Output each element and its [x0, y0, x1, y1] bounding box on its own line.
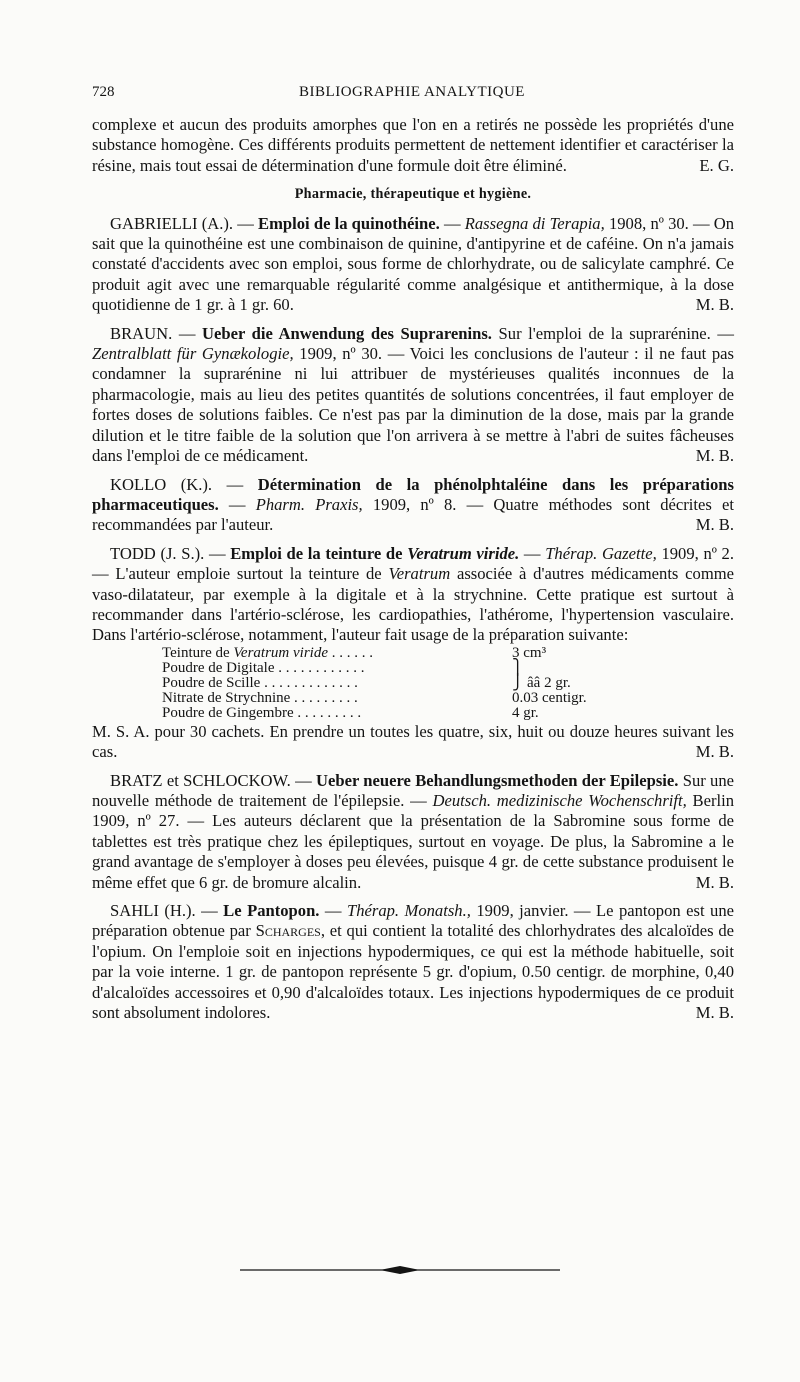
entry-title: Le Pantopon. — [223, 901, 320, 920]
entry-braun: BRAUN. — Ueber die Anwendung des Suprarenins. Sur l'emploi de la suprarénine. — Zentralblatt für Gynækologie, 1909, nº 30. — Voici les conclusions de l'auteur : il ne faut pas condamner la suprarénine ni lui attribuer de mystérieuses qualités inconnues de la pharmacologie, mais au lieu des petites quantités de solutions concentrées, il faut employer de fortes doses de solutions faibles. Ce n'est pas par la diminution de la dose, mais par la grande dilution et le titre faible de la solution que l'on arrivera à se mettre à l'abri de suites fâcheuses dans l'emploi de ce médicament. M. B. — [92, 323, 735, 466]
recipe-dose: 3 cm³ — [512, 644, 547, 661]
entry-lead: Sur l'emploi de la suprarénine. — — [498, 323, 735, 343]
entry-signature: M. B. — [695, 446, 734, 466]
recipe-dots: . . . . . . . . . — [293, 704, 362, 721]
entry-author: KOLLO (K.). — [110, 474, 213, 494]
entry-text-before: 1909, janvier. — Le pantopon est une préparation obtenue par — [92, 901, 735, 941]
recipe-label: Poudre de Scille — [162, 674, 261, 691]
recipe-row — [162, 691, 587, 706]
entry-title: Emploi de la quinothéine. — [258, 213, 440, 233]
entry-title: Ueber die Anwendung des Suprarenins. — [202, 323, 492, 343]
entry-gabrielli: GABRIELLI (A.). — Emploi de la quinothéine. — Rassegna di Terapia, 1908, nº 30. — On sait que la quinothéine est une combinaison de quinine, d'antipyrine et de caféine. On n'a jamais constaté d'accidents avec son emploi, sous forme de chlorhydrate, ou de salicylate camphré. Ce produit agit avec une remarquable régularité comme analgésique et antithermique, à la dose quotidienne de 1 gr. à 1 gr. 60. M. B. — [92, 213, 735, 315]
entry-title: Emploi de la teinture de — [230, 543, 403, 563]
recipe-dose: ⎭ ââ 2 gr. — [512, 674, 571, 691]
intro-paragraph — [92, 115, 734, 176]
entry-todd-after-recipe — [92, 722, 734, 763]
recipe-dose: 0.03 centigr. — [512, 689, 587, 706]
entry-after-recipe: M. S. A. pour 30 cachets. En prendre un toutes les quatre, six, huit ou douze heures suivant les cas. — [92, 721, 734, 762]
entry-source: Deutsch. medizinische Wochenschrift, — [432, 790, 687, 810]
entry-title-italic: Veratrum viride. — [407, 543, 520, 563]
page-number: 728 — [92, 84, 115, 100]
entry-lead: Sur une nouvelle méthode de traitement de l'épilepsie. — — [92, 770, 735, 810]
entry-sahli: SAHLI (H.). — Le Pantopon. — Thérap. Monatsh., 1909, janvier. — Le pantopon est une préparation obtenue par Scharges, et qui contient la totalité des chlorhydrates des alcaloïdes de l'opium. On l'emploie soit en injections hypodermiques, ce qui est la méthode habituelle, soit par la voie interne. 1 gr. de pantopon représente 5 gr. d'opium, 0.50 centigr. de morphine, 0,40 d'alcaloïdes accessoires et 0,90 d'alcaloïdes totaux. Les injections hypodermiques de ce produit sont absolument indolores. M. B. — [92, 901, 735, 1023]
entry-author: GABRIELLI (A.). — [110, 213, 234, 233]
entry-title: Détermination de la phénolphtaléine dans les préparations pharmaceutiques. — [92, 474, 734, 514]
entry-bratz: BRATZ et SCHLOCKOW. — Ueber neuere Behandlungsmethoden der Epilepsie. Sur une nouvelle méthode de traitement de l'épilepsie. — Deutsch. medizinische Wochenschrift, Berlin 1909, nº 27. — Les auteurs déclarent que la présentation de la Sabromine sous forme de tablettes est très pratique chez les épileptiques, surtout en voyage. De plus, la Sabromine a le grand avantage de s'employer à doses peu élevées, puisque 4 gr. de cette substance produisent le même effet que 6 gr. de bromure alcalin. M. B. — [92, 770, 735, 892]
entry-source: Thérap. Monatsh., — [346, 901, 471, 920]
entry-text: et qui contient la totalité des chlorhydrates des alcaloïdes de l'opium. On l'emploie soit en injections hypodermiques, ce qui est la méthode habituelle, soit par la voie interne. 1 gr. de pantopon représente 5 gr. d'opium, 0.50 centigr. de morphine, 0,40 d'alcaloïdes accessoires et 0,90 d'alcaloïdes totaux. Les injections hypodermiques de ce produit sont absolument indolores. — [92, 921, 734, 1023]
recipe-row — [162, 646, 587, 661]
entry-text: 1909, nº 30. — Voici les conclusions de l'auteur : il ne faut pas condamner la suprarénine ni lui attribuer de mystérieuses qualités inconnues de la pharmacologie, mais au lieu des petites quantités de solutions concentrées, il faut employer de fortes doses de solutions faibles. Ce n'est pas par la diminution de la dose, mais par la grande dilution et le titre faible de la solution que l'on arrivera à se mettre à l'abri de suites fâcheuses dans l'emploi de ce médicament. — [92, 344, 735, 466]
running-title: BIBLIOGRAPHIE ANALYTIQUE — [299, 84, 525, 100]
recipe-dots: . . . . . . . . . . . . — [274, 659, 365, 676]
recipe-dose: 4 gr. — [512, 704, 539, 721]
recipe-label: Nitrate de Strychnine — [162, 689, 291, 706]
recipe-dots: . . . . . . . . . . . . . — [260, 674, 358, 691]
recipe-label: Poudre de Gingembre — [162, 704, 294, 721]
end-ornament-rule — [240, 1264, 560, 1276]
entry-text-smallcaps: Scharges, — [255, 921, 325, 941]
entry-signature: M. B. — [695, 872, 734, 892]
entry-text: Berlin 1909, nº 27. — Les auteurs déclarent que la présentation de la Sabromine sous forme de tablettes est très pratique chez les épileptiques, surtout en voyage. De plus, la Sabromine a le grand avantage de s'employer à doses peu élevées, puisque 4 gr. de cette substance produisent le même effet que 6 gr. de bromure alcalin. — [92, 790, 734, 892]
recipe-dose: ⎫ — [512, 659, 524, 676]
entry-todd: TODD (J. S.). — Emploi de la teinture de Veratrum viride. — Thérap. Gazette, 1909, nº 2. — L'auteur emploie surtout la teinture de Veratrum associée à d'autres médicaments comme vaso-dilatateur, par exemple à la digitale et à la strychnine. Cette pratique est surtout à recommander dans l'artério-sclérose, les cardiopathies, l'athérome, l'hypertension vasculaire. Dans l'artério-sclérose, notamment, l'auteur fait usage de la préparation suivante: — [92, 543, 735, 645]
article-body — [92, 115, 734, 1023]
entry-text: associée à d'autres médicaments comme vaso-dilatateur, par exemple à la digitale et à la strychnine. Cette pratique est surtout à recommander dans l'artério-sclérose, les cardiopathies, l'athérome, l'hypertension vasculaire. Dans l'artério-sclérose, notamment, l'auteur fait usage de la préparation suivante: — [92, 564, 735, 645]
recipe-label-italic: Veratrum viride — [233, 644, 328, 661]
entry-kollo: KOLLO (K.). — Détermination de la phénolphtaléine dans les préparations pharmaceutiques. — Pharm. Praxis, 1909, nº 8. — Quatre méthodes sont décrites et recommandées par l'auteur. M. B. — [92, 474, 734, 535]
intro-signature: E. G. — [699, 155, 734, 175]
entry-signature: M. B. — [695, 515, 734, 535]
entry-source: Thérap. Gazette, — [545, 543, 657, 563]
recipe-row — [162, 661, 587, 676]
section-title: Pharmacie, thérapeutique et hygiène. — [294, 186, 532, 203]
recipe — [162, 646, 722, 721]
entry-source: Pharm. Praxis, — [255, 494, 363, 514]
entry-signature: M. B. — [695, 1003, 734, 1023]
recipe-dots: . . . . . . — [328, 644, 373, 661]
entry-author: TODD (J. S.). — [110, 543, 205, 563]
entry-source: Rassegna di Terapia, — [464, 213, 605, 233]
recipe-row — [162, 706, 587, 721]
entry-title: Ueber neuere Behandlungsmethoden der Epilepsie. — [316, 770, 679, 790]
recipe-label: Poudre de Digitale — [162, 659, 275, 676]
entry-author: BRAUN. — [110, 323, 173, 343]
entry-text-before: 1909, nº 2. — L'auteur emploie surtout la teinture de — [92, 543, 734, 584]
entry-signature: M. B. — [695, 742, 734, 762]
entry-text: 1909, nº 8. — Quatre méthodes sont décrites et recommandées par l'auteur. — [92, 494, 734, 535]
running-header — [92, 84, 732, 106]
entry-signature: M. B. — [695, 295, 734, 315]
recipe-label: Teinture de — [162, 644, 230, 661]
intro-text: complexe et aucun des produits amorphes que l'on en a retirés ne possède les propriétés d'une substance homogène. Ces différents produits permettent de nettement identifier et caractériser la résine, mais tout essai de détermination d'une formule doit être éliminé. — [92, 115, 734, 175]
entry-source: Zentralblatt für Gynækologie, — [92, 344, 294, 364]
entry-text-italic: Veratrum — [388, 564, 451, 584]
entry-text: 1908, nº 30. — On sait que la quinothéine est une combinaison de quinine, d'antipyrine et de caféine. On n'a jamais constaté d'accidents avec son emploi, sous forme de chlorhydrate, ou de salicylate camphré. Ce produit agit avec une remarquable régularité comme analgésique et antithermique, à la dose quotidienne de 1 gr. à 1 gr. 60. — [92, 213, 735, 315]
recipe-row — [162, 676, 587, 691]
entry-author: BRATZ et SCHLOCKOW. — [110, 770, 291, 790]
recipe-dots: . . . . . . . . . — [290, 689, 358, 706]
entry-author: SAHLI (H.). — [110, 901, 196, 920]
recipe-table — [162, 646, 587, 721]
